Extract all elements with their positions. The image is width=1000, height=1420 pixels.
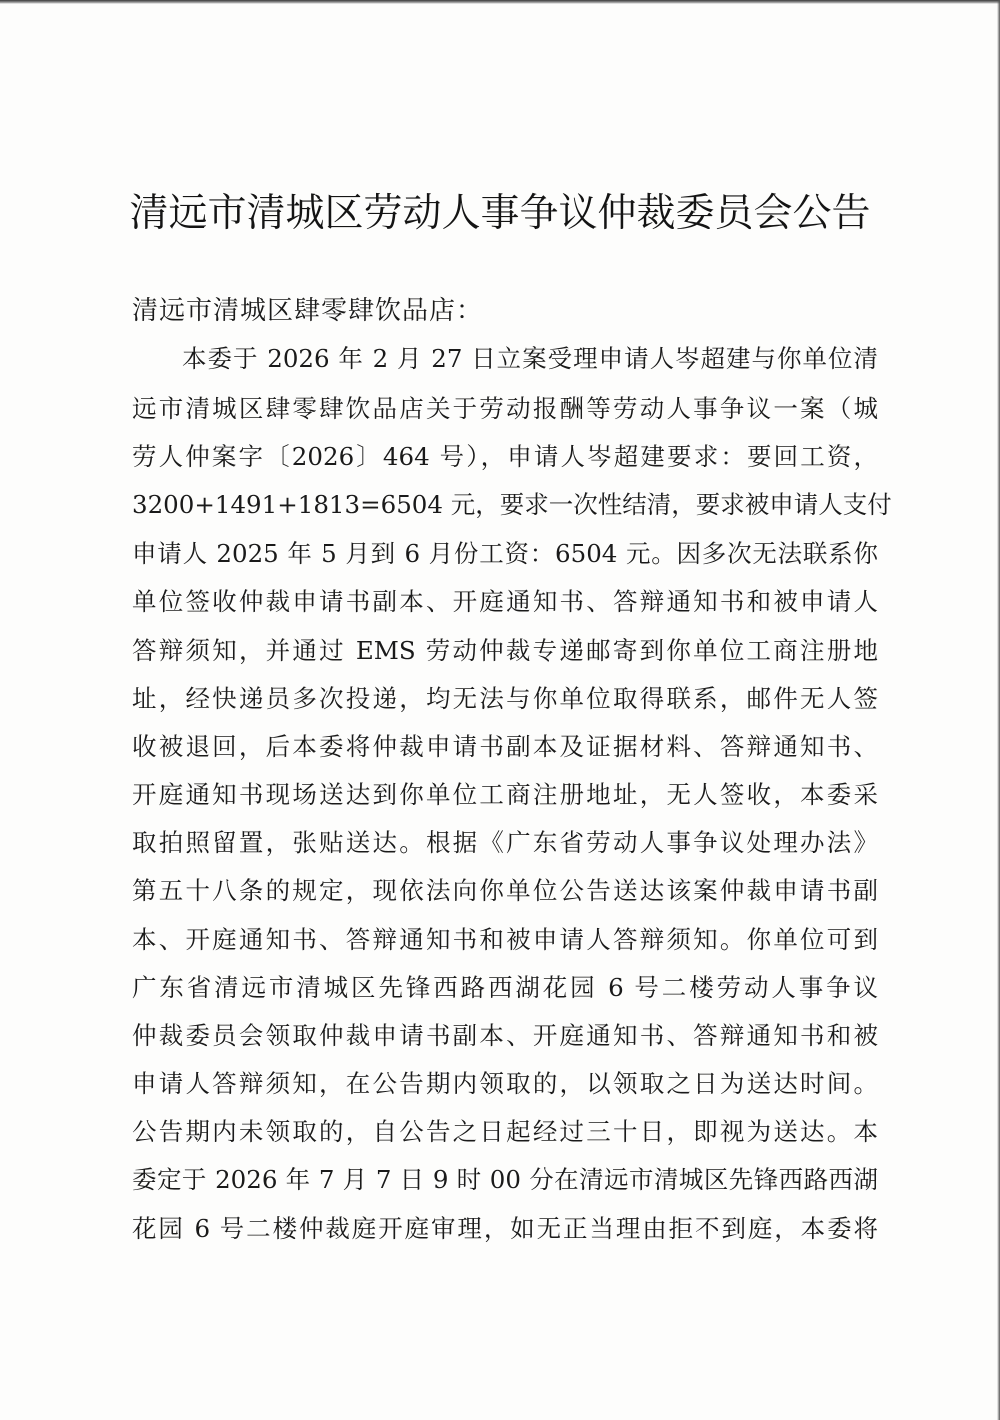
body-line: 取拍照留置，张贴送达。根据《广东省劳动人事争议处理办法》 bbox=[132, 828, 878, 857]
body-line: 本、开庭通知书、答辩通知书和被申请人答辩须知。你单位可到 bbox=[132, 925, 878, 954]
body-line: 公告期内未领取的，自公告之日起经过三十日，即视为送达。本 bbox=[132, 1117, 878, 1146]
body-line: 单位签收仲裁申请书副本、开庭通知书、答辩通知书和被申请人 bbox=[132, 587, 878, 616]
body-line: 花园 6 号二楼仲裁庭开庭审理，如无正当理由拒不到庭，本委将 bbox=[132, 1214, 878, 1243]
body-line: 第五十八条的规定，现依法向你单位公告送达该案仲裁申请书副 bbox=[132, 876, 878, 905]
body-line: 广东省清远市清城区先锋西路西湖花园 6 号二楼劳动人事争议 bbox=[132, 973, 878, 1002]
body-line: 收被退回，后本委将仲裁申请书副本及证据材料、答辩通知书、 bbox=[132, 732, 878, 761]
notice-title: 清远市清城区劳动人事争议仲裁委员会公告 bbox=[129, 191, 871, 236]
body-line: 远市清城区肆零肆饮品店关于劳动报酬等劳动人事争议一案（城 bbox=[132, 394, 878, 423]
body-line: 址，经快递员多次投递，均无法与你单位取得联系，邮件无人签 bbox=[132, 684, 878, 713]
addressee: 清远市清城区肆零肆饮品店： bbox=[132, 296, 484, 326]
body-line: 申请人答辩须知，在公告期内领取的，以领取之日为送达时间。 bbox=[132, 1069, 878, 1098]
body-line: 答辩须知，并通过 EMS 劳动仲裁专递邮寄到你单位工商注册地 bbox=[132, 636, 878, 665]
body-line: 仲裁委员会领取仲裁申请书副本、开庭通知书、答辩通知书和被 bbox=[132, 1021, 878, 1050]
body-line: 3200+1491+1813=6504 元，要求一次性结清，要求被申请人支付 bbox=[132, 490, 892, 519]
body-line: 申请人 2025 年 5 月到 6 月份工资：6504 元。因多次无法联系你 bbox=[132, 539, 878, 568]
body-line: 委定于 2026 年 7 月 7 日 9 时 00 分在清远市清城区先锋西路西湖 bbox=[132, 1165, 878, 1194]
scan-top-edge bbox=[0, 0, 1000, 4]
body-line: 劳人仲案字〔2026〕464 号），申请人岑超建要求：要回工资， bbox=[132, 442, 878, 471]
body-line: 开庭通知书现场送达到你单位工商注册地址，无人签收，本委采 bbox=[132, 780, 878, 809]
body-line: 本委于 2026 年 2 月 27 日立案受理申请人岑超建与你单位清 bbox=[182, 344, 878, 373]
